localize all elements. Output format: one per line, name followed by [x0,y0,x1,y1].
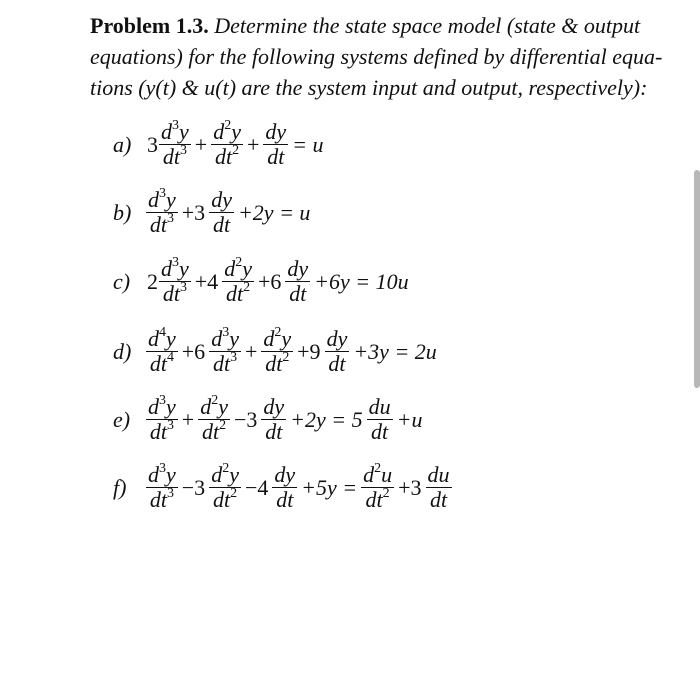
fraction: $\frac{d^3y}{dt^3}$ [148,460,176,512]
fraction: $\frac{dy}{dt}$ [326,326,348,376]
coefficient: 2 [147,268,158,294]
operator: + [194,131,208,157]
vertical-scrollbar[interactable] [694,170,700,388]
fraction: $\frac{d^3y}{dt^3}$ [148,185,176,237]
operator: −3 [233,406,258,432]
operator: −4 [244,474,269,500]
equation-mid: +2y = 5 [290,406,363,432]
operator: +9 [297,338,321,364]
fraction: $\frac{dy}{dt}$ [287,256,309,306]
equation-rhs: = u [292,131,324,157]
equation-rest: +2y = u [237,199,311,225]
operator: + [244,338,258,364]
problem-statement [90,10,675,103]
problem-line-2: equations) for the following systems defined by differential equa- [90,44,663,69]
problem-title: Problem 1.3. [90,13,209,38]
fraction: $\frac{d^2y}{dt^2}$ [224,254,252,306]
equation-c [113,254,412,306]
fraction: $\frac{d^2u}{dt^2}$ [363,460,393,512]
equation-a [113,117,327,169]
fraction: $\frac{d^3y}{dt^3}$ [148,392,176,444]
equation-label: b) [113,199,132,225]
equation-rest: +3y = 2u [353,338,437,364]
equation-f [113,460,453,512]
fraction: $\frac{d^2y}{dt^2}$ [211,460,239,512]
fraction: $\frac{dy}{dt}$ [265,119,287,169]
problem-line-3: tions (y(t) & u(t) are the system input and output, respectively): [90,75,648,100]
problem-line-1 [90,10,675,41]
fraction: $\frac{d^2y}{dt^2}$ [263,324,292,376]
problem-text-1: Determine the state space model (state & output [214,13,641,38]
fraction: $\frac{dy}{dt}$ [211,187,232,237]
equation-label: f) [113,474,127,500]
equation-mid: +5y = [301,474,358,500]
operator: + [246,131,260,157]
fraction: $\frac{d^3y}{dt^3}$ [161,254,189,306]
fraction: $\frac{d^4y}{dt^4}$ [148,324,176,376]
equation-b [113,185,313,237]
equation-d [113,324,440,376]
equation-label: e) [113,406,131,432]
operator: +6 [181,338,206,364]
fraction: $\frac{d^3y}{dt^3}$ [161,117,189,169]
operator: +6 [257,268,282,294]
equation-label: a) [113,131,132,157]
fraction: $\frac{dy}{dt}$ [263,394,285,444]
operator: +4 [194,268,219,294]
equation-label: d) [113,338,132,364]
equation-rest: +6y = 10u [314,268,409,294]
fraction: $\frac{du}{dt}$ [427,462,450,512]
fraction: $\frac{d^2y}{dt^2}$ [213,117,241,169]
fraction: $\frac{d^3y}{dt^3}$ [211,324,239,376]
coefficient: 3 [147,131,158,157]
fraction: $\frac{du}{dt}$ [368,394,391,444]
fraction: $\frac{d^2y}{dt^2}$ [200,392,228,444]
operator: +3 [181,199,206,225]
operator: +3 [398,474,422,500]
fraction: $\frac{dy}{dt}$ [274,462,296,512]
equation-rest: +u [396,406,423,432]
operator: −3 [181,474,206,500]
operator: + [181,406,195,432]
equation-label: c) [113,268,131,294]
equation-e [113,392,425,444]
